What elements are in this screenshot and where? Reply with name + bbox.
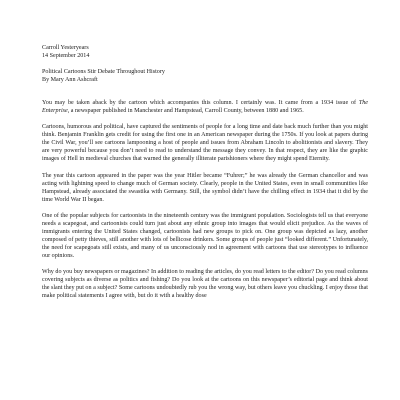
paragraph-1-after: , a newspaper published in Manchester and Hampstead, Carroll County, between 1880 and 1965. [67, 108, 304, 115]
article-byline: By Mary Ann Ashcraft [42, 77, 98, 84]
paragraph-1-before: You may be taken aback by the cartoon which accompanies this column. I certainly was. It came from a 1934 issue of [42, 100, 359, 107]
paragraph-5: Why do you buy newspapers or magazines? In addition to reading the articles, do you read letters to the editor? Do you read columns covering subjects as diverse as politics and fishing? Do you look at the cartoons on this newspaper’s editorial page and think about the slant they put on a subject? Some cartoons undoubtedly rub you the wrong way, but others leave you chuckling. I enjoy those that make political statements I agree with, but do it with a healthy dose [42, 268, 368, 300]
paragraph-2: Cartoons, humorous and political, have captured the sentiments of people for a long time and date back much further than you might think. Benjamin Franklin gets credit for using the first one in an American newspaper during the 1750s. If you look at papers during the Civil War, you’ll see cartoons lampooning a host of people and issues from Abraham Lincoln to abolitionists and slavery. They are very powerful because you don’t need to read to understand the message they convey. In that respect, they are like the graphic images of Hell in medieval churches that warned the generally illiterate parishioners where they might spend Eternity. [42, 124, 368, 163]
article-page [42, 44, 368, 300]
article-date: 14 September 2014 [42, 53, 90, 60]
paragraph-4: One of the popular subjects for cartoonists in the nineteenth century was the immigrant population. Sociologists tell us that everyone needs a scapegoat, and cartoonists could turn just about any ethnic group into images that would elicit prejudice. As the waves of immigrants entering the United States changed, cartoonists had new groups to pick on. One group was depicted as lazy, another composed of petty thieves, still another with lots of bellicose drinkers. Some groups of people just “looked different.” Unfortunately, the need for scapegoats still exists, and many of us unconsciously nod in agreement with cartoons that use stereotypes to influence our opinions. [42, 212, 368, 259]
article-title: Political Cartoons Stir Debate Throughout History [42, 69, 165, 76]
title-block [42, 68, 368, 84]
newspaper-name: The Enterprise [42, 100, 368, 115]
article-body [42, 99, 368, 300]
paragraph-1 [42, 99, 368, 115]
paragraph-3: The year this cartoon appeared in the paper was the year Hitler became “Fuhrer;” he was already the German chancellor and was acting with lightning speed to change much of German society. Clearly, people in the United States, even in small communities like Hampstead, already associated the swastika with Germany. Still, the symbol didn’t have the chilling effect in 1934 that it did by the time World War II began. [42, 172, 368, 203]
column-name: Carroll Yesteryears [42, 45, 89, 51]
article-header [42, 44, 368, 60]
